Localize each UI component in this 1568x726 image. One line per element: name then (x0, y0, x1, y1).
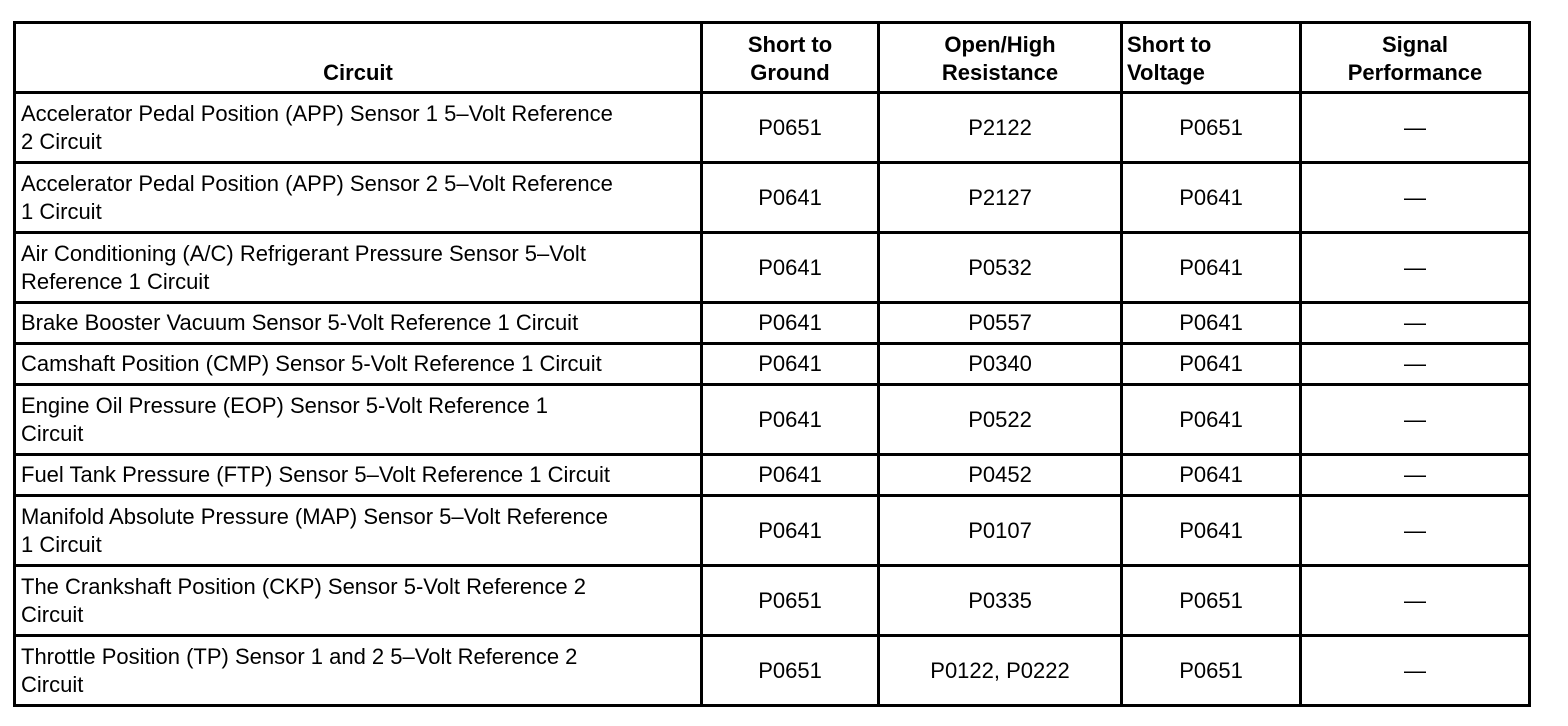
header-circuit-label: Circuit (323, 60, 393, 85)
circuit-cell (15, 163, 702, 233)
short-to-ground-cell: P0641 (702, 303, 879, 344)
short-to-voltage-cell: P0641 (1122, 303, 1301, 344)
header-row (15, 23, 1530, 93)
circuit-line2: 1 Circuit (21, 198, 102, 224)
circuit-line1: Air Conditioning (A/C) Refrigerant Pressure Sensor 5–Volt (21, 240, 586, 266)
dtc-table (13, 21, 1531, 707)
open-high-resistance-cell: P0532 (879, 233, 1122, 303)
header-circuit (15, 23, 702, 93)
circuit-cell (15, 344, 702, 385)
short-to-voltage-cell: P0651 (1122, 636, 1301, 706)
circuit-line1: Brake Booster Vacuum Sensor 5-Volt Reference 1 Circuit (21, 310, 579, 335)
circuit-cell (15, 566, 702, 636)
header-short-to-voltage-line1: Short to (1127, 32, 1212, 57)
circuit-cell (15, 455, 702, 496)
table-row (15, 344, 1530, 385)
table-row (15, 303, 1530, 344)
short-to-voltage-cell: P0651 (1122, 93, 1301, 163)
short-to-voltage-cell: P0641 (1122, 385, 1301, 455)
open-high-resistance-cell: P2122 (879, 93, 1122, 163)
header-short-to-ground-line2: Ground (750, 60, 830, 85)
signal-performance-cell: — (1301, 636, 1530, 706)
short-to-ground-cell: P0641 (702, 344, 879, 385)
table-row (15, 93, 1530, 163)
circuit-cell (15, 385, 702, 455)
short-to-voltage-cell: P0641 (1122, 496, 1301, 566)
open-high-resistance-cell: P0340 (879, 344, 1122, 385)
short-to-voltage-cell: P0651 (1122, 566, 1301, 636)
circuit-line2: Circuit (21, 420, 84, 446)
open-high-resistance-cell: P0452 (879, 455, 1122, 496)
circuit-line2: 2 Circuit (21, 128, 102, 154)
header-short-to-voltage-line2: Voltage (1127, 60, 1205, 85)
circuit-cell (15, 496, 702, 566)
header-open-high-line1: Open/High (944, 32, 1056, 57)
signal-performance-cell: — (1301, 344, 1530, 385)
circuit-line1: Manifold Absolute Pressure (MAP) Sensor 5–Volt Reference (21, 503, 608, 529)
table-row (15, 233, 1530, 303)
header-open-high-resistance (879, 23, 1122, 93)
signal-performance-cell: — (1301, 93, 1530, 163)
table-row (15, 636, 1530, 706)
short-to-ground-cell: P0641 (702, 455, 879, 496)
signal-performance-cell: — (1301, 303, 1530, 344)
circuit-line1: Accelerator Pedal Position (APP) Sensor 1 5–Volt Reference (21, 100, 613, 126)
signal-performance-cell: — (1301, 233, 1530, 303)
header-open-high-line2: Resistance (941, 60, 1059, 85)
signal-performance-cell: — (1301, 455, 1530, 496)
table-row (15, 385, 1530, 455)
open-high-resistance-cell: P2127 (879, 163, 1122, 233)
short-to-ground-cell: P0651 (702, 93, 879, 163)
header-short-to-voltage (1122, 23, 1301, 93)
table-row (15, 163, 1530, 233)
circuit-line2: Reference 1 Circuit (21, 268, 210, 294)
circuit-line1: The Crankshaft Position (CKP) Sensor 5-Volt Reference 2 (21, 573, 586, 599)
circuit-line1: Throttle Position (TP) Sensor 1 and 2 5–Volt Reference 2 (21, 643, 578, 669)
circuit-line2: Circuit (21, 671, 84, 697)
short-to-ground-cell: P0641 (702, 163, 879, 233)
short-to-ground-cell: P0651 (702, 566, 879, 636)
short-to-ground-cell: P0641 (702, 233, 879, 303)
open-high-resistance-cell: P0522 (879, 385, 1122, 455)
short-to-voltage-cell: P0641 (1122, 455, 1301, 496)
signal-performance-cell: — (1301, 163, 1530, 233)
signal-performance-cell: — (1301, 385, 1530, 455)
open-high-resistance-cell: P0122, P0222 (879, 636, 1122, 706)
circuit-line1: Fuel Tank Pressure (FTP) Sensor 5–Volt Reference 1 Circuit (21, 462, 610, 487)
short-to-ground-cell: P0641 (702, 496, 879, 566)
table-row (15, 566, 1530, 636)
circuit-line1: Engine Oil Pressure (EOP) Sensor 5-Volt Reference 1 (21, 392, 549, 418)
table-row (15, 455, 1530, 496)
short-to-voltage-cell: P0641 (1122, 344, 1301, 385)
circuit-cell (15, 636, 702, 706)
header-signal-performance (1301, 23, 1530, 93)
header-signal-line2: Performance (1347, 60, 1483, 85)
signal-performance-cell: — (1301, 566, 1530, 636)
header-short-to-ground-line1: Short to (747, 32, 833, 57)
circuit-cell (15, 303, 702, 344)
circuit-cell (15, 93, 702, 163)
open-high-resistance-cell: P0335 (879, 566, 1122, 636)
circuit-line2: 1 Circuit (21, 531, 102, 557)
open-high-resistance-cell: P0557 (879, 303, 1122, 344)
circuit-line1: Accelerator Pedal Position (APP) Sensor 2 5–Volt Reference (21, 170, 613, 196)
short-to-ground-cell: P0651 (702, 636, 879, 706)
header-signal-line1: Signal (1381, 32, 1448, 57)
signal-performance-cell: — (1301, 496, 1530, 566)
header-short-to-ground (702, 23, 879, 93)
circuit-cell (15, 233, 702, 303)
short-to-voltage-cell: P0641 (1122, 163, 1301, 233)
short-to-ground-cell: P0641 (702, 385, 879, 455)
table-row (15, 496, 1530, 566)
circuit-line2: Circuit (21, 601, 84, 627)
circuit-line1: Camshaft Position (CMP) Sensor 5-Volt Reference 1 Circuit (21, 351, 602, 376)
open-high-resistance-cell: P0107 (879, 496, 1122, 566)
short-to-voltage-cell: P0641 (1122, 233, 1301, 303)
